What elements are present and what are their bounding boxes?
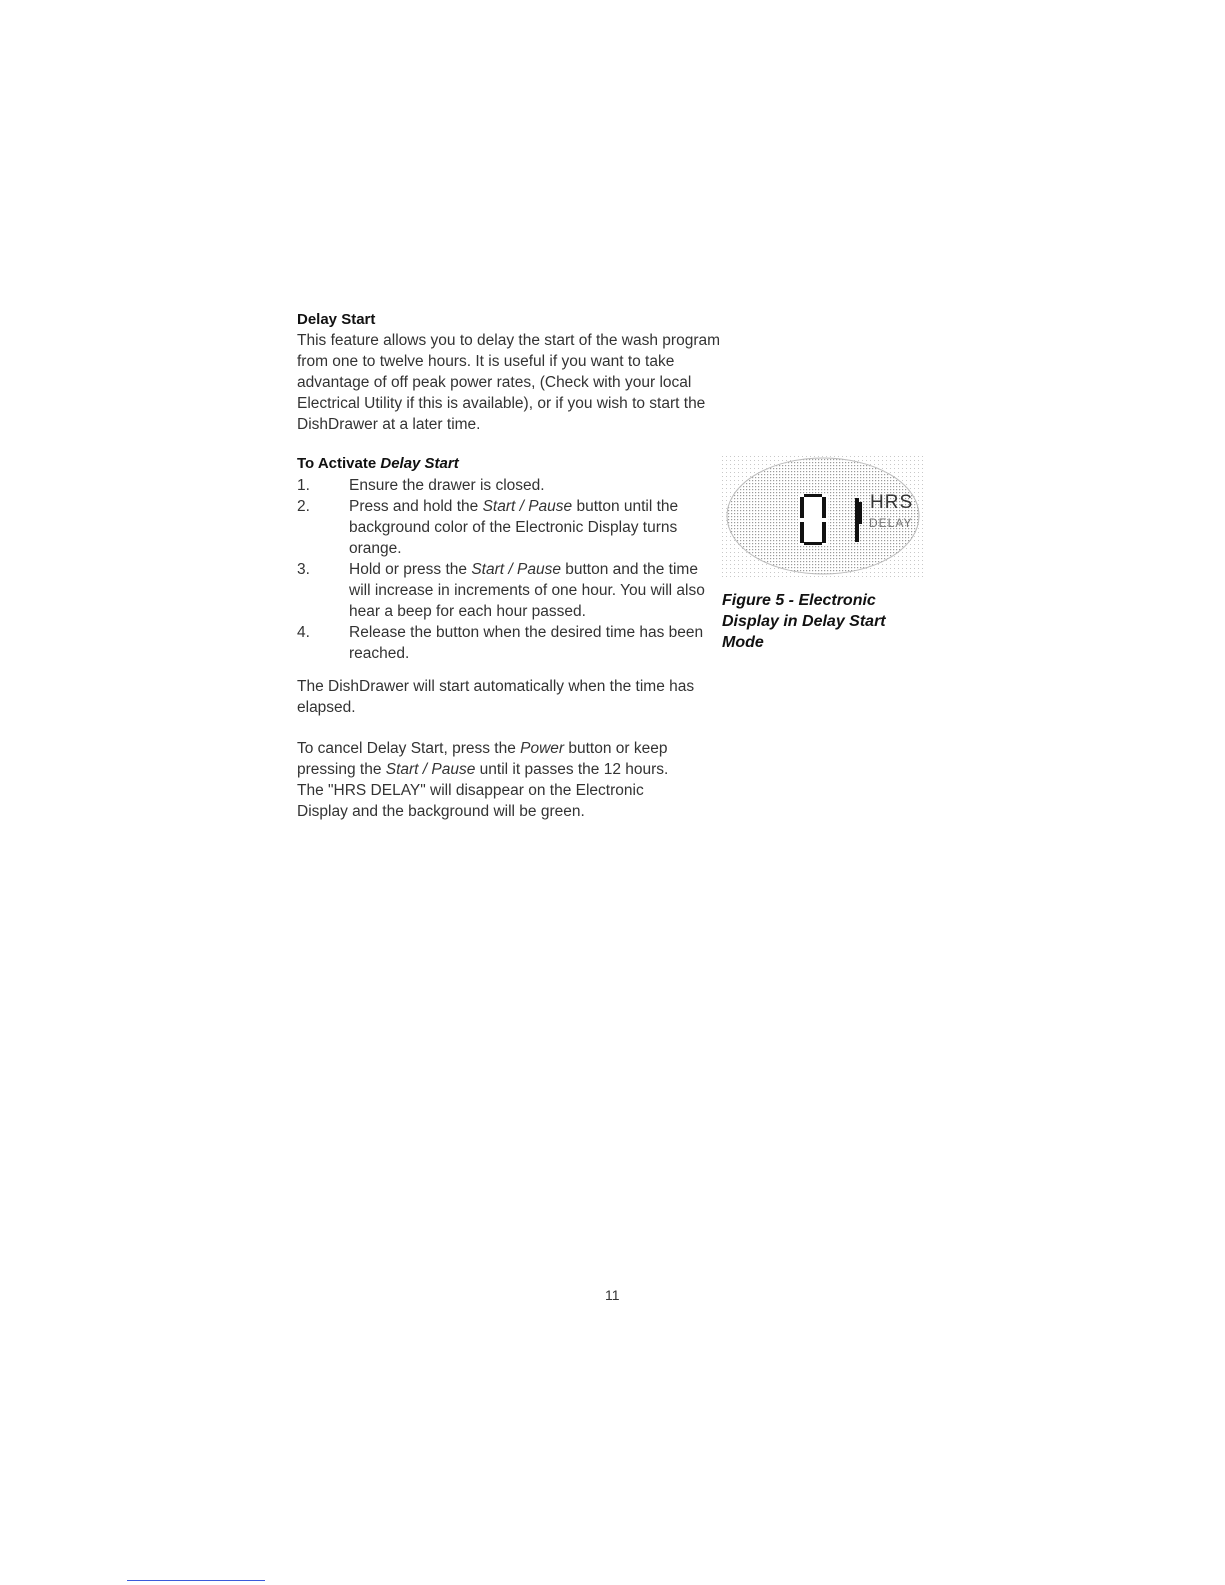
footer-rule bbox=[127, 1580, 265, 1581]
list-item bbox=[297, 559, 707, 622]
cancel-block bbox=[297, 738, 697, 822]
start-pause-label: Start / Pause bbox=[385, 761, 476, 778]
step-text-cont: button until the background color of the Electronic Display turns orange. bbox=[349, 498, 679, 557]
step-number: 2. bbox=[297, 498, 310, 515]
page-number: 11 bbox=[605, 1287, 620, 1303]
step-text-cont: button and the time will increase in increments of one hour. You will also hear a beep for each hour passed. bbox=[349, 561, 705, 620]
activate-heading-prefix: To Activate bbox=[297, 455, 381, 472]
cancel-text-3: until it passes the 12 hours. The "HRS DELAY" will disappear on the Electronic Display and the background will be green. bbox=[297, 761, 669, 820]
figure-caption: Figure 5 - Electronic Display in Delay Start Mode bbox=[722, 592, 886, 651]
steps-list bbox=[297, 475, 707, 664]
activate-heading-italic: Delay Start bbox=[380, 455, 459, 472]
activate-heading bbox=[297, 455, 727, 472]
cancel-paragraph bbox=[297, 738, 697, 822]
section-title: Delay Start bbox=[297, 311, 376, 328]
list-item bbox=[297, 496, 707, 559]
power-label: Power bbox=[520, 740, 565, 757]
cancel-text-2: button or keep pressing the bbox=[297, 740, 668, 778]
display-label-hrs: HRS bbox=[870, 492, 914, 513]
delay-start-section bbox=[297, 311, 727, 435]
step-italic: Start / Pause bbox=[482, 498, 573, 515]
step-number: 3. bbox=[297, 561, 310, 578]
list-item bbox=[297, 622, 707, 664]
step-text: Hold or press the bbox=[349, 561, 472, 578]
step-text: Ensure the drawer is closed. bbox=[349, 477, 545, 494]
step-text: Press and hold the bbox=[349, 498, 483, 515]
electronic-display-figure bbox=[722, 456, 924, 578]
auto-start-note: The DishDrawer will start automatically when the time has elapsed. bbox=[297, 678, 695, 716]
step-number: 4. bbox=[297, 624, 310, 641]
step-text: Release the button when the desired time has been reached. bbox=[349, 624, 704, 662]
step-italic: Start / Pause bbox=[471, 561, 561, 578]
intro-paragraph: This feature allows you to delay the start of the wash program from one to twelve hours. It is useful if you want to take advantage of off peak power rates, (Check with your local Electrical Utility if this is available), or if you wish to start the DishDrawer at a later time. bbox=[297, 332, 721, 433]
display-label-delay: DELAY bbox=[869, 516, 913, 530]
list-item bbox=[297, 475, 707, 496]
cancel-text-1: To cancel Delay Start, press the bbox=[297, 740, 521, 757]
auto-start-note-block bbox=[297, 676, 717, 718]
step-number: 1. bbox=[297, 477, 310, 494]
